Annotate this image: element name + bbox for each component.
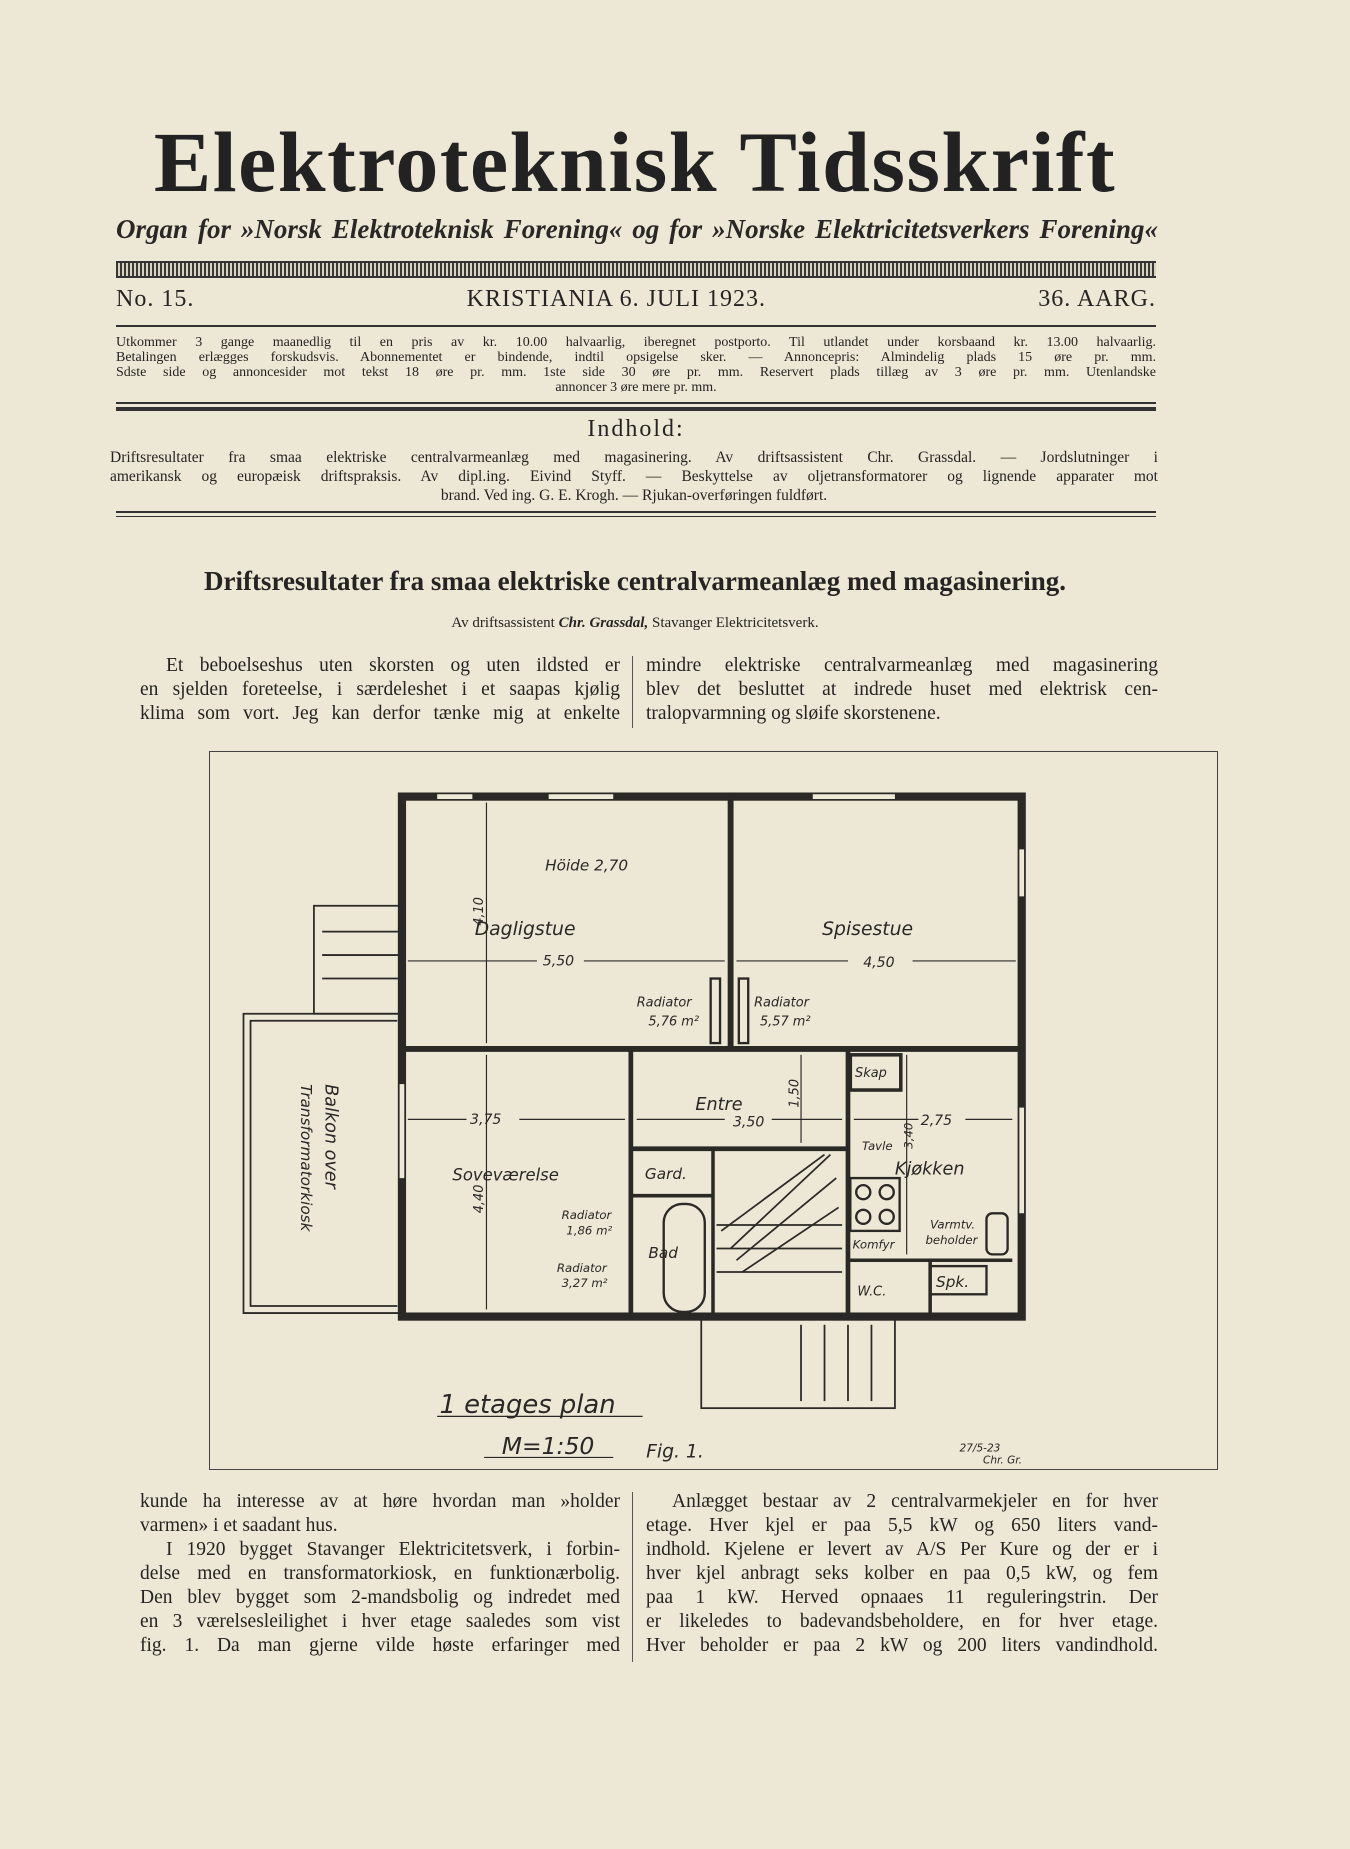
drawing-signature: Chr. Gr. <box>982 1454 1022 1467</box>
divider <box>116 325 1156 327</box>
label-gard: Gard. <box>644 1165 687 1184</box>
dim-1-50: 1,50 <box>787 1078 803 1108</box>
label-varmtv: Varmtv. <box>930 1217 976 1232</box>
contents-line: Driftsresultater fra smaa elektriske centralvarmeanlæg med magasinering. Av driftsassistent Chr. Grassdal. — Jordslutninger i <box>110 449 1158 466</box>
dim-3-40: 3,40 <box>901 1122 916 1149</box>
label-wc: W.C. <box>857 1284 887 1300</box>
column-divider <box>632 1492 633 1662</box>
issue-volume: 36. AARG. <box>1038 286 1156 312</box>
dimension-lines <box>408 802 1016 1457</box>
dim-5-50: 5,50 <box>542 953 575 970</box>
text-line: en sjelden foreteelse, i særdeleshet i et saapas kjølig <box>140 679 620 700</box>
drawing-date: 27/5-23 <box>959 1442 1001 1455</box>
label-radiator-area: 5,76 m² <box>648 1014 700 1030</box>
figure-floor-plan <box>209 751 1218 1470</box>
dim-3-75: 3,75 <box>470 1112 502 1129</box>
text-line: fig. 1. Da man gjerne vilde høste erfaringer med <box>140 1635 620 1656</box>
divider <box>116 511 1156 513</box>
label-radiator: Radiator <box>561 1208 612 1223</box>
text-line: klima som vort. Jeg kan derfor tænke mig at enkelte <box>140 703 620 724</box>
info-line: annoncer 3 øre mere pr. mm. <box>555 380 717 395</box>
contents-heading: Indhold: <box>587 416 685 442</box>
label-radiator: Radiator <box>556 1260 607 1275</box>
label-bad: Bad <box>648 1243 678 1262</box>
info-line: Utkommer 3 gange maanedlig til en pris av kr. 10.00 halvaarlig, iberegnet postporto. Til utlandet under korsbaand kr. 13.00 halvaarlig. <box>116 335 1156 350</box>
figure-caption: Fig. 1. <box>646 1441 704 1463</box>
balcony-and-steps <box>243 906 894 1408</box>
intro-left-column <box>140 654 620 726</box>
byline-affiliation: Stavanger Elektricitetsverk. <box>651 615 819 631</box>
text-line: hver kjel anbragt seks kolber en paa 0,5 kW, og fem <box>646 1563 1158 1584</box>
decorative-hatched-bar <box>116 261 1156 278</box>
article-title: Driftsresultater fra smaa elektriske centralvarmeanlæg med magasinering. <box>203 566 1067 596</box>
label-entre: Entre <box>695 1095 743 1115</box>
text-line: etage. Hver kjel er paa 5,5 kW og 650 liters vand- <box>646 1515 1158 1536</box>
label-tavle: Tavle <box>862 1138 893 1153</box>
text-line: kunde ha interesse av at høre hvordan man »holder <box>140 1491 620 1512</box>
text-line: indhold. Kjelene er levert av A/S Per Kure og der er i <box>646 1539 1158 1560</box>
text-line: Hver beholder er paa 2 kW og 200 liters vandindhold. <box>646 1635 1158 1656</box>
text-line: paa 1 kW. Herved opnaaes 11 reguleringstrin. Der <box>646 1587 1158 1608</box>
label-height: Höide 2,70 <box>545 856 629 875</box>
text-line: er likeledes to badevandsbeholdere, en for hver etage. <box>646 1611 1158 1632</box>
body-right-column <box>646 1490 1158 1658</box>
text-line: tralopvarmning og sløife skorstenene. <box>646 703 941 724</box>
text-line: delse med en transformatorkiosk, en funktionærbolig. <box>140 1563 620 1584</box>
text-line: en 3 værelsesleilighet i hver etage saaledes som vist <box>140 1611 620 1632</box>
divider <box>116 516 1156 517</box>
subscription-info <box>116 335 1156 395</box>
label-beholder: beholder <box>925 1232 978 1247</box>
label-radiator-area: 5,57 m² <box>759 1014 811 1030</box>
label-komfyr: Komfyr <box>852 1237 895 1252</box>
byline-prefix: Av driftsassistent <box>451 615 555 631</box>
label-radiator: Radiator <box>636 995 692 1011</box>
dim-4-40: 4,40 <box>471 1184 487 1214</box>
label-spisestue: Spisestue <box>822 919 914 941</box>
text-line: Anlægget bestaar av 2 centralvarmekjeler en for hver <box>672 1491 1158 1512</box>
text-line: Den blev bygget som 2-mandsbolig og indredet med <box>140 1587 620 1608</box>
column-divider <box>632 656 633 728</box>
text-line: varmen» i et saadant hus. <box>140 1515 338 1536</box>
contents-line: brand. Ved ing. G. E. Krogh. — Rjukan-overføringen fuldført. <box>440 487 828 504</box>
contents-list <box>110 448 1158 505</box>
text-line: mindre elektriske centralvarmeanlæg med magasinering <box>646 655 1158 676</box>
label-radiator-area: 3,27 m² <box>561 1276 608 1291</box>
journal-title: Elektroteknisk Tidsskrift <box>153 114 1117 210</box>
dim-4-10: 4,10 <box>471 896 487 926</box>
floor-plan-drawing <box>210 752 1216 1468</box>
label-radiator-area: 1,86 m² <box>566 1223 613 1238</box>
body-left-column <box>140 1490 620 1658</box>
intro-right-column <box>646 654 1158 726</box>
issue-line <box>116 286 1156 313</box>
label-balkon: Balkon over <box>320 1084 341 1189</box>
divider <box>116 407 1156 411</box>
label-sovevaerelse: Soveværelse <box>452 1165 559 1185</box>
article-byline <box>130 615 1140 632</box>
dim-2-75: 2,75 <box>920 1113 953 1130</box>
label-kjokken: Kjøkken <box>894 1159 965 1180</box>
journal-subtitle: Organ for »Norsk Elektroteknisk Forening« og for »Norske Elektricitetsverkers Forening« <box>116 214 1158 244</box>
byline-author: Chr. Grassdal, <box>558 615 649 631</box>
issue-place-date: KRISTIANIA 6. JULI 1923. <box>466 286 766 312</box>
label-radiator: Radiator <box>754 995 809 1011</box>
text-line: Et beboelseshus uten skorsten og uten ildsted er <box>166 655 620 676</box>
label-transformatorkiosk: Transformatorkiosk <box>297 1084 316 1232</box>
info-line: Sdste side og annoncesider mot tekst 18 øre pr. mm. 1ste side 30 øre pr. mm. Reservert plads tillæg av 3 øre pr. mm. Utenlandske <box>116 365 1156 380</box>
plan-title: 1 etages plan <box>439 1389 616 1420</box>
info-line: Betalingen erlægges forskudsvis. Abonnementet er bindende, indtil opsigelse sker. — Annoncepris: Almindelig plads 15 øre pr. mm. <box>116 350 1156 365</box>
dim-3-50: 3,50 <box>732 1114 765 1131</box>
issue-number: No. 15. <box>116 286 195 312</box>
label-dagligstue: Dagligstue <box>474 919 576 941</box>
label-skap: Skap <box>855 1066 887 1082</box>
plan-scale: M=1:50 <box>501 1431 595 1460</box>
divider <box>116 402 1156 404</box>
text-line: blev det besluttet at indrede huset med elektrisk cen- <box>646 679 1158 700</box>
label-spk: Spk. <box>936 1273 970 1292</box>
text-line: I 1920 bygget Stavanger Elektricitetsverk, i forbin- <box>166 1539 620 1560</box>
contents-line: amerikansk og europæisk driftspraksis. Av dipl.ing. Eivind Styff. — Beskyttelse av oljetransformatorer og lignende apparater mot <box>110 468 1158 485</box>
dim-4-50: 4,50 <box>863 954 895 971</box>
